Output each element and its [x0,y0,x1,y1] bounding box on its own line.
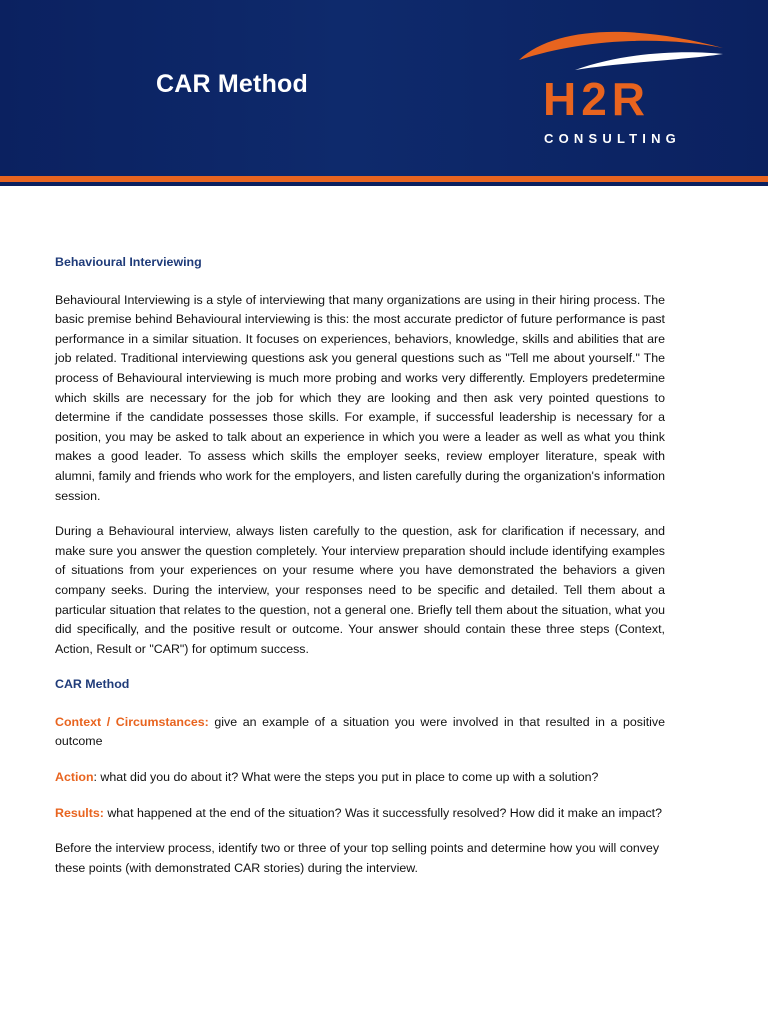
logo-text: H2R [543,73,651,125]
section-heading-behavioural: Behavioural Interviewing [55,255,202,269]
paragraph-intro: Behavioural Interviewing is a style of interviewing that many organizations are using in their hiring process. The basic premise behind Behavioural interviewing is this: the most accurate predictor of future performance is past performance in a similar situation. It focuses on experiences, behaviors, knowledge, skills and abilities that are job related. Traditional interviewing questions ask you general questions such as "Tell me about yourself." The process of Behavioural interviewing is much more probing and works very differently. Employers predetermine which skills are necessary for the job for which they are looking and then ask very pointed questions to determine if the candidate possesses those skills. For example, if successful leadership is necessary for a position, you may be asked to talk about an experience in which you were a leader as well as what you think makes a good leader. To assess which skills the employer seeks, review employer literature, speak with alumni, family and friends who work for the employers, and listen carefully during the organization's information session. [55,292,665,503]
document-body [55,253,665,894]
header-banner [0,0,768,176]
paragraph-closing: Before the interview process, identify two or three of your top selling points and determine how you will convey these points (with demonstrated CAR stories) during the interview. [55,841,660,875]
action-label: Action [55,770,94,785]
context-text: give an example of a situation you were involved in that resulted in a positive outcome [55,714,665,749]
results-label: Results: [55,805,104,820]
action-text: : what did you do about it? What were the steps you put in place to come up with a solution? [93,770,599,785]
context-label: Context / Circumstances: [55,714,209,729]
paragraph-context [55,713,665,752]
paragraph-action [55,768,665,788]
paragraph-interview: During a Behavioural interview, always listen carefully to the question, ask for clarification if necessary, and make sure you answer the question completely. Your interview preparation should include identifying examples of situations from your experiences on your resume where you have demonstrated the behaviors a given company seeks. During the interview, your responses need to be specific and detailed. Tell them about a particular situation that relates to the question, not a general one. Briefly tell them about the situation, what you did specifically, and the positive result or outcome. Your answer should contain these three steps (Context, Action, Result or "CAR") for optimum success. [55,524,665,656]
section-heading-car: CAR Method [55,677,130,692]
results-text: what happened at the end of the situation? Was it successfully resolved? How did it make an impact? [103,805,663,820]
logo-subtext: CONSULTING [544,131,681,146]
header-divider-dark [0,182,768,186]
page-title: CAR Method [156,70,308,98]
paragraph-results [55,804,665,824]
